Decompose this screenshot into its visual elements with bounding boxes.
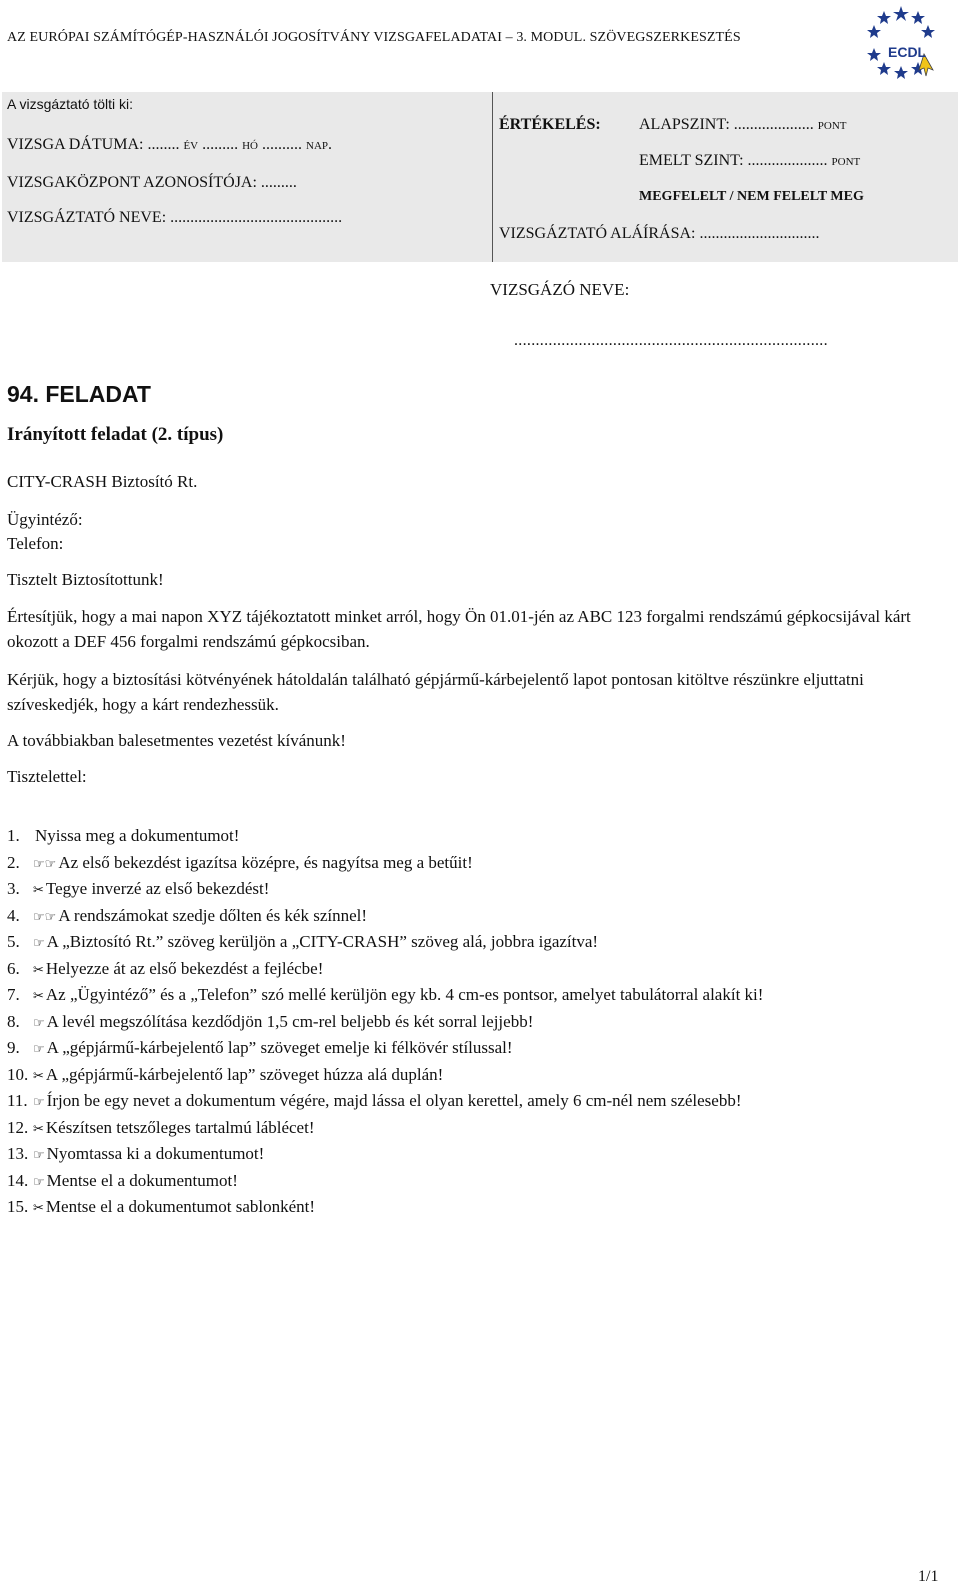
pointing-hand-icon: ☞☞ <box>33 909 57 925</box>
scissors-icon: ✂ <box>33 883 44 898</box>
letter-paragraph-2: Kérjük, hogy a biztosítási kötvényének hátoldalán található gépjármű-kárbejelentő lapot pontosan kitöltve részünkre eljuttatni szíveskedjék, hogy a kárt rendezhessük. <box>7 670 864 714</box>
star-ring-icon <box>866 4 936 80</box>
list-item: 1. Nyissa meg a dokumentumot! <box>7 826 240 845</box>
task-number: 94. FELADAT <box>7 381 151 407</box>
fill-label: A vizsgáztató tölti ki: <box>7 96 134 112</box>
letter-company: CITY-CRASH Biztosító Rt. <box>7 472 198 491</box>
pointing-hand-icon: ☞ <box>33 1148 45 1163</box>
letter-handler: Ügyintéző: <box>7 510 83 529</box>
page-number: 1/1 <box>918 1568 939 1585</box>
list-item: 9. ☞ A „gépjármű-kárbejelentő lap” szöveget emelje ki félkövér stílussal! <box>7 1038 513 1057</box>
scissors-icon: ✂ <box>33 962 44 978</box>
advanced-level-line: EMELT SZINT: .................... pont <box>639 152 861 169</box>
exam-form-right <box>493 92 958 262</box>
exam-date-line: VIZSGA DÁTUMA: ........ év ......... hó .......... nap. <box>7 136 333 153</box>
task-subtitle: Irányított feladat (2. típus) <box>7 424 224 445</box>
list-item: 15. ✂ Mentse el a dokumentumot sablonként! <box>7 1197 316 1216</box>
task-list <box>7 824 952 1222</box>
scissors-icon: ✂ <box>33 1201 44 1216</box>
letter-paragraph-3: A továbbiakban balesetmentes vezetést kívánunk! <box>7 731 346 750</box>
examiner-name-line: VIZSGÁZTATÓ NEVE: ........................................... <box>7 209 343 226</box>
list-item: 5. ☞ A „Biztosító Rt.” szöveg kerüljön a „CITY-CRASH” szöveg alá, jobbra igazítva! <box>7 932 599 951</box>
list-item: 14. ☞ Mentse el a dokumentumot! <box>7 1170 238 1190</box>
letter-paragraph-1: Értesítjük, hogy a mai napon XYZ tájékoztatott minket arról, hogy Ön 01.01-jén az ABC 123 forgalmi rendszámú gépkocsijával kárt okozott a DEF 456 forgalmi rendszámú gépkocsiban. <box>7 607 911 651</box>
pointing-hand-icon: ☞ <box>33 936 45 951</box>
signature-line: VIZSGÁZTATÓ ALÁÍRÁSA: .............................. <box>499 225 820 242</box>
list-item: 7. ✂ Az „Ügyintéző” és a „Telefon” szó mellé kerüljön egy kb. 4 cm-es pontsor, amelyet tabulátorral alakít ki! <box>7 985 764 1004</box>
pointing-hand-icon: ☞ <box>33 1095 45 1110</box>
verdict-line: MEGFELELT / NEM FELELT MEG <box>639 189 864 204</box>
list-item: 6. ✂ Helyezze át az első bekezdést a fejlécbe! <box>7 958 324 978</box>
examinee-name-dots: ......................................................................... <box>514 332 828 349</box>
list-item: 3. ✂ Tegye inverzé az első bekezdést! <box>7 879 270 898</box>
letter-closing: Tisztelettel: <box>7 767 87 786</box>
examinee-name-label: VIZSGÁZÓ NEVE: <box>490 280 630 299</box>
pointing-hand-icon: ☞ <box>33 1042 45 1057</box>
list-item: 4. ☞☞ A rendszámokat szedje dőlten és kék színnel! <box>7 905 368 925</box>
pointing-hand-icon: ☞ <box>33 1015 45 1031</box>
list-item: 8. ☞ A levél megszólítása kezdődjön 1,5 cm-rel beljebb és két sorral lejjebb! <box>7 1011 534 1031</box>
basic-level-line: ALAPSZINT: .................... pont <box>639 116 847 133</box>
ecdl-logo <box>866 4 936 80</box>
exam-center-line: VIZSGAKÖZPONT AZONOSÍTÓJA: ......... <box>7 174 297 191</box>
scissors-icon: ✂ <box>33 1121 44 1137</box>
letter-salutation: Tisztelt Biztosítottunk! <box>7 570 164 589</box>
letter-phone: Telefon: <box>7 534 64 553</box>
list-item: 12. ✂ Készítsen tetszőleges tartalmú láblécet! <box>7 1117 315 1137</box>
document-header-title: AZ EURÓPAI SZÁMÍTÓGÉP-HASZNÁLÓI JOGOSÍTVÁNY VIZSGAFELADATAI – 3. MODUL. SZÖVEGSZERKESZTÉS <box>7 30 741 45</box>
list-item: 13. ☞ Nyomtassa ki a dokumentumot! <box>7 1144 265 1163</box>
logo-text: ECDL <box>888 44 927 60</box>
scissors-icon: ✂ <box>33 989 44 1004</box>
pointing-hand-icon: ☞ <box>33 1174 45 1190</box>
scissors-icon: ✂ <box>33 1068 44 1084</box>
list-item: 2. ☞☞ Az első bekezdést igazítsa középre, és nagyítsa meg a betűit! <box>7 852 473 872</box>
exam-form-left <box>2 92 492 262</box>
exam-form-box <box>2 92 958 262</box>
rating-label: ÉRTÉKELÉS: <box>499 116 601 133</box>
list-item: 10. ✂ A „gépjármű-kárbejelentő lap” szöveget húzza alá duplán! <box>7 1064 444 1084</box>
list-item: 11. ☞ Írjon be egy nevet a dokumentum végére, majd lássa el olyan kerettel, amely 6 cm-nél nem szélesebb! <box>7 1091 742 1110</box>
pointing-hand-icon: ☞☞ <box>33 856 57 872</box>
